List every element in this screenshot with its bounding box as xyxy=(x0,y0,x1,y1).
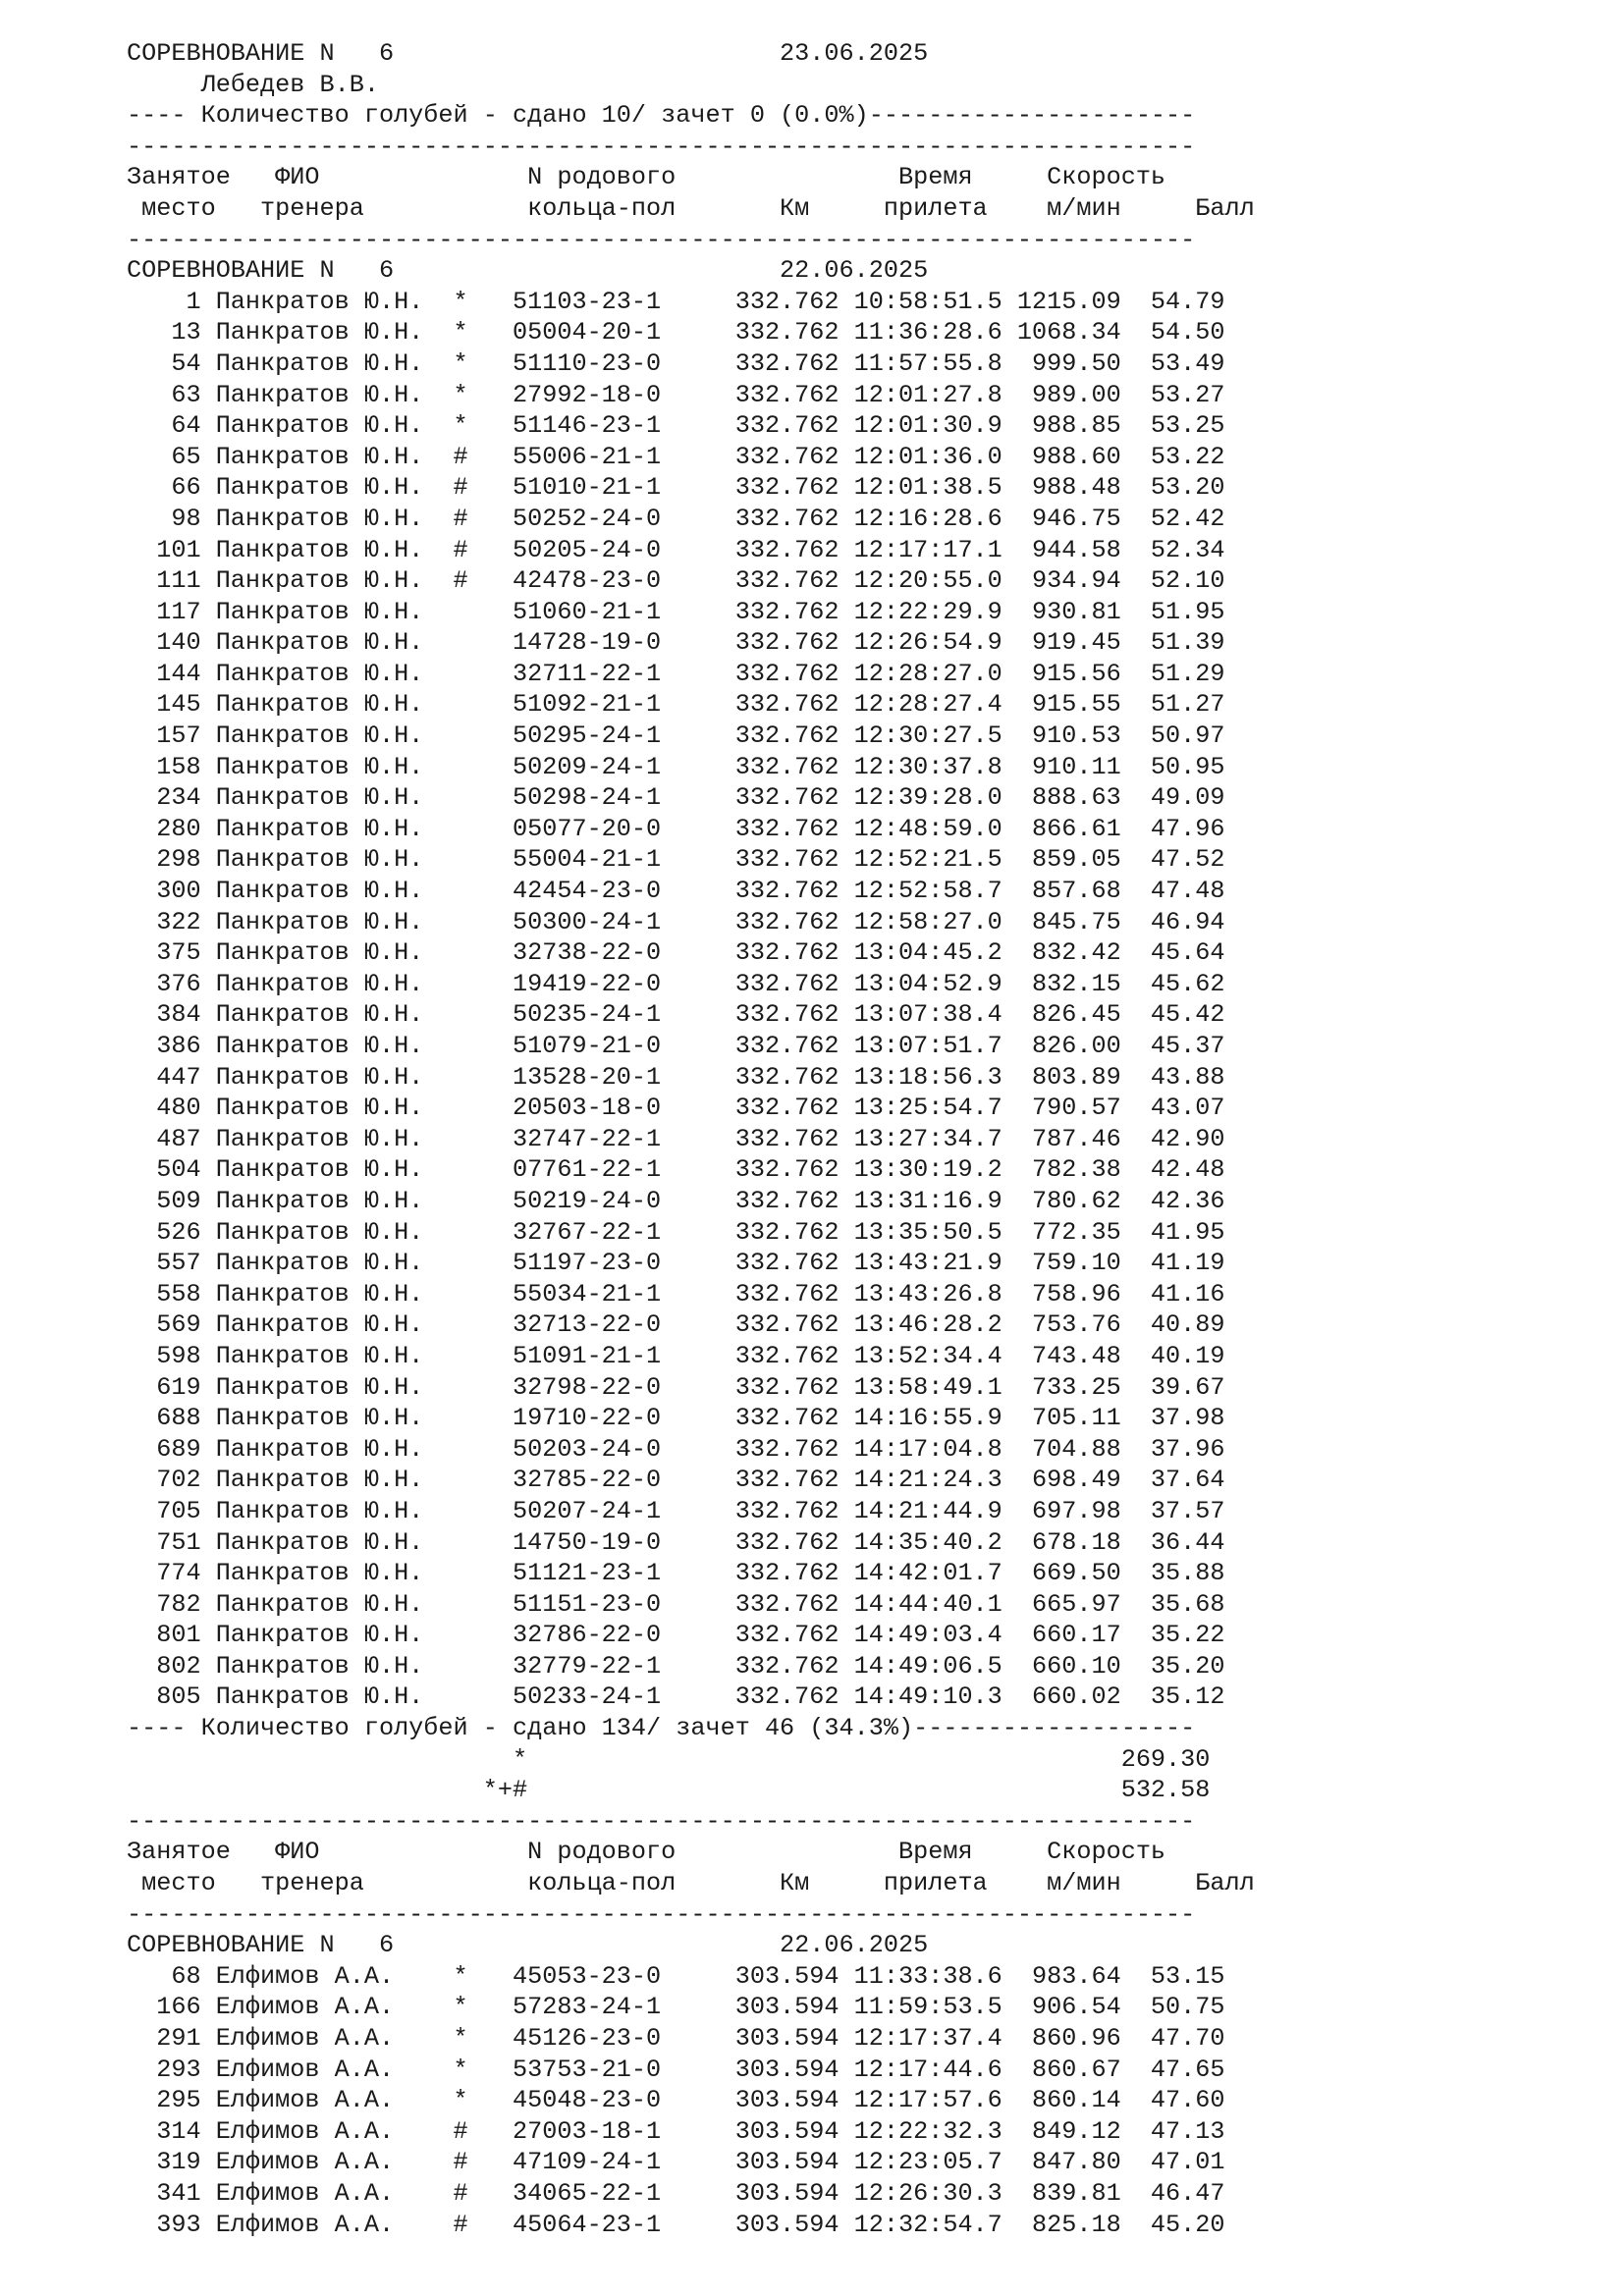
report-line: 295 Елфимов А.А. * 45048-23-0 303.594 12:17:57.6 860.14 47.60 xyxy=(127,2086,1225,2115)
report-line: 64 Панкратов Ю.Н. * 51146-23-1 332.762 12:01:30.9 988.85 53.25 xyxy=(127,411,1225,441)
report-line: 375 Панкратов Ю.Н. 32738-22-0 332.762 13:04:45.2 832.42 45.64 xyxy=(127,938,1225,968)
report-line: 801 Панкратов Ю.Н. 32786-22-0 332.762 14:49:03.4 660.17 35.22 xyxy=(127,1621,1225,1650)
report-line: 393 Елфимов А.А. # 45064-23-1 303.594 12:32:54.7 825.18 45.20 xyxy=(127,2210,1225,2239)
report-line: 689 Панкратов Ю.Н. 50203-24-0 332.762 14:17:04.8 704.88 37.96 xyxy=(127,1434,1225,1464)
report-line: 54 Панкратов Ю.Н. * 51110-23-0 332.762 11:57:55.8 999.50 53.49 xyxy=(127,348,1225,378)
report-line: 341 Елфимов А.А. # 34065-22-1 303.594 12:26:30.3 839.81 46.47 xyxy=(127,2178,1225,2208)
report-line: 157 Панкратов Ю.Н. 50295-24-1 332.762 12:30:27.5 910.53 50.97 xyxy=(127,721,1225,751)
report-line: 487 Панкратов Ю.Н. 32747-22-1 332.762 13:27:34.7 787.46 42.90 xyxy=(127,1124,1225,1153)
report-line: 447 Панкратов Ю.Н. 13528-20-1 332.762 13:18:56.3 803.89 43.88 xyxy=(127,1062,1225,1092)
report-line: 1 Панкратов Ю.Н. * 51103-23-1 332.762 10:58:51.5 1215.09 54.79 xyxy=(127,287,1225,316)
report-line: 805 Панкратов Ю.Н. 50233-24-1 332.762 14:49:10.3 660.02 35.12 xyxy=(127,1682,1225,1712)
report-line: 774 Панкратов Ю.Н. 51121-23-1 332.762 14:42:01.7 669.50 35.88 xyxy=(127,1559,1225,1588)
report-line: место тренера кольца-пол Км прилета м/мин Балл xyxy=(127,1869,1255,1898)
report-line: 480 Панкратов Ю.Н. 20503-18-0 332.762 13:25:54.7 790.57 43.07 xyxy=(127,1094,1225,1123)
report-line: Занятое ФИО N родового Время Скорость xyxy=(127,1838,1166,1867)
report-line: 101 Панкратов Ю.Н. # 50205-24-0 332.762 12:17:17.1 944.58 52.34 xyxy=(127,535,1225,564)
report-line: 140 Панкратов Ю.Н. 14728-19-0 332.762 12:26:54.9 919.45 51.39 xyxy=(127,628,1225,658)
competition-header-line: СОРЕВНОВАНИЕ N 6 22.06.2025 xyxy=(127,1931,929,1960)
report-line: 280 Панкратов Ю.Н. 05077-20-0 332.762 12:48:59.0 866.61 47.96 xyxy=(127,814,1225,843)
report-line: 558 Панкратов Ю.Н. 55034-21-1 332.762 13:43:26.8 758.96 41.16 xyxy=(127,1279,1225,1308)
report-line: 782 Панкратов Ю.Н. 51151-23-0 332.762 14:44:40.1 665.97 35.68 xyxy=(127,1589,1225,1619)
competition-header-line: СОРЕВНОВАНИЕ N 6 22.06.2025 xyxy=(127,256,929,286)
report-line: Лебедев В.В. xyxy=(127,70,379,99)
report-line: *+# 532.58 xyxy=(127,1776,1211,1805)
report-line: 322 Панкратов Ю.Н. 50300-24-1 332.762 12:58:27.0 845.75 46.94 xyxy=(127,907,1225,936)
report-line: 688 Панкратов Ю.Н. 19710-22-0 332.762 14:16:55.9 705.11 37.98 xyxy=(127,1404,1225,1433)
report-line: 504 Панкратов Ю.Н. 07761-22-1 332.762 13:30:19.2 782.38 42.48 xyxy=(127,1155,1225,1185)
report-line: 300 Панкратов Ю.Н. 42454-23-0 332.762 12:52:58.7 857.68 47.48 xyxy=(127,877,1225,906)
report-line: 319 Елфимов А.А. # 47109-24-1 303.594 12:23:05.7 847.80 47.01 xyxy=(127,2148,1225,2177)
report-line: 598 Панкратов Ю.Н. 51091-21-1 332.762 13:52:34.4 743.48 40.19 xyxy=(127,1341,1225,1370)
report-line: 166 Елфимов А.А. * 57283-24-1 303.594 11:59:53.5 906.54 50.75 xyxy=(127,1993,1225,2022)
separator-line: ------------------------------------------------------------------------ xyxy=(127,132,1196,161)
report-line: * 269.30 xyxy=(127,1744,1211,1774)
summary-line: ---- Количество голубей - сдано 134/ зачет 46 (34.3%)------------------- xyxy=(127,1714,1196,1743)
separator-line: ------------------------------------------------------------------------ xyxy=(127,1806,1196,1836)
report-line: 751 Панкратов Ю.Н. 14750-19-0 332.762 14:35:40.2 678.18 36.44 xyxy=(127,1527,1225,1557)
report-line: 63 Панкратов Ю.Н. * 27992-18-0 332.762 12:01:27.8 989.00 53.27 xyxy=(127,380,1225,409)
report-line: 158 Панкратов Ю.Н. 50209-24-1 332.762 12:30:37.8 910.11 50.95 xyxy=(127,752,1225,781)
report-line: 234 Панкратов Ю.Н. 50298-24-1 332.762 12:39:28.0 888.63 49.09 xyxy=(127,783,1225,813)
report-line: 13 Панкратов Ю.Н. * 05004-20-1 332.762 11:36:28.6 1068.34 54.50 xyxy=(127,318,1225,347)
report-line: 569 Панкратов Ю.Н. 32713-22-0 332.762 13:46:28.2 753.76 40.89 xyxy=(127,1310,1225,1340)
report-line: 802 Панкратов Ю.Н. 32779-22-1 332.762 14:49:06.5 660.10 35.20 xyxy=(127,1651,1225,1681)
report-line: 384 Панкратов Ю.Н. 50235-24-1 332.762 13:07:38.4 826.45 45.42 xyxy=(127,1000,1225,1030)
report-line: 386 Панкратов Ю.Н. 51079-21-0 332.762 13:07:51.7 826.00 45.37 xyxy=(127,1032,1225,1060)
report-line: 66 Панкратов Ю.Н. # 51010-21-1 332.762 12:01:38.5 988.48 53.20 xyxy=(127,473,1225,503)
report-line: 293 Елфимов А.А. * 53753-21-0 303.594 12:17:44.6 860.67 47.65 xyxy=(127,2055,1225,2084)
separator-line: ------------------------------------------------------------------------ xyxy=(127,1899,1196,1929)
report-line: 509 Панкратов Ю.Н. 50219-24-0 332.762 13:31:16.9 780.62 42.36 xyxy=(127,1186,1225,1215)
report-line: 111 Панкратов Ю.Н. # 42478-23-0 332.762 12:20:55.0 934.94 52.10 xyxy=(127,566,1225,596)
report-line: 702 Панкратов Ю.Н. 32785-22-0 332.762 14:21:24.3 698.49 37.64 xyxy=(127,1466,1225,1495)
report-line: 619 Панкратов Ю.Н. 32798-22-0 332.762 13:58:49.1 733.25 39.67 xyxy=(127,1372,1225,1402)
report-line: 526 Панкратов Ю.Н. 32767-22-1 332.762 13:35:50.5 772.35 41.95 xyxy=(127,1217,1225,1247)
report-line: 117 Панкратов Ю.Н. 51060-21-1 332.762 12:22:29.9 930.81 51.95 xyxy=(127,597,1225,626)
report-line: 98 Панкратов Ю.Н. # 50252-24-0 332.762 12:16:28.6 946.75 52.42 xyxy=(127,504,1225,533)
report-line: 376 Панкратов Ю.Н. 19419-22-0 332.762 13:04:52.9 832.15 45.62 xyxy=(127,969,1225,998)
report-line: 291 Елфимов А.А. * 45126-23-0 303.594 12:17:37.4 860.96 47.70 xyxy=(127,2024,1225,2053)
summary-line: ---- Количество голубей - сдано 10/ зачет 0 (0.0%)---------------------- xyxy=(127,101,1196,131)
report-line: 145 Панкратов Ю.Н. 51092-21-1 332.762 12:28:27.4 915.55 51.27 xyxy=(127,690,1225,720)
competition-header-line: СОРЕВНОВАНИЕ N 6 23.06.2025 xyxy=(127,39,929,68)
report-line: 68 Елфимов А.А. * 45053-23-0 303.594 11:33:38.6 983.64 53.15 xyxy=(127,1961,1225,1991)
report-line: Занятое ФИО N родового Время Скорость xyxy=(127,163,1166,192)
report-document xyxy=(127,38,1541,2240)
report-line: 65 Панкратов Ю.Н. # 55006-21-1 332.762 12:01:36.0 988.60 53.22 xyxy=(127,442,1225,471)
report-line: 144 Панкратов Ю.Н. 32711-22-1 332.762 12:28:27.0 915.56 51.29 xyxy=(127,659,1225,688)
report-line: 314 Елфимов А.А. # 27003-18-1 303.594 12:22:32.3 849.12 47.13 xyxy=(127,2116,1225,2146)
report-line: 298 Панкратов Ю.Н. 55004-21-1 332.762 12:52:21.5 859.05 47.52 xyxy=(127,845,1225,875)
separator-line: ------------------------------------------------------------------------ xyxy=(127,225,1196,254)
report-line: 705 Панкратов Ю.Н. 50207-24-1 332.762 14:21:44.9 697.98 37.57 xyxy=(127,1496,1225,1525)
report-line: место тренера кольца-пол Км прилета м/мин Балл xyxy=(127,193,1255,223)
report-line: 557 Панкратов Ю.Н. 51197-23-0 332.762 13:43:21.9 759.10 41.19 xyxy=(127,1249,1225,1278)
